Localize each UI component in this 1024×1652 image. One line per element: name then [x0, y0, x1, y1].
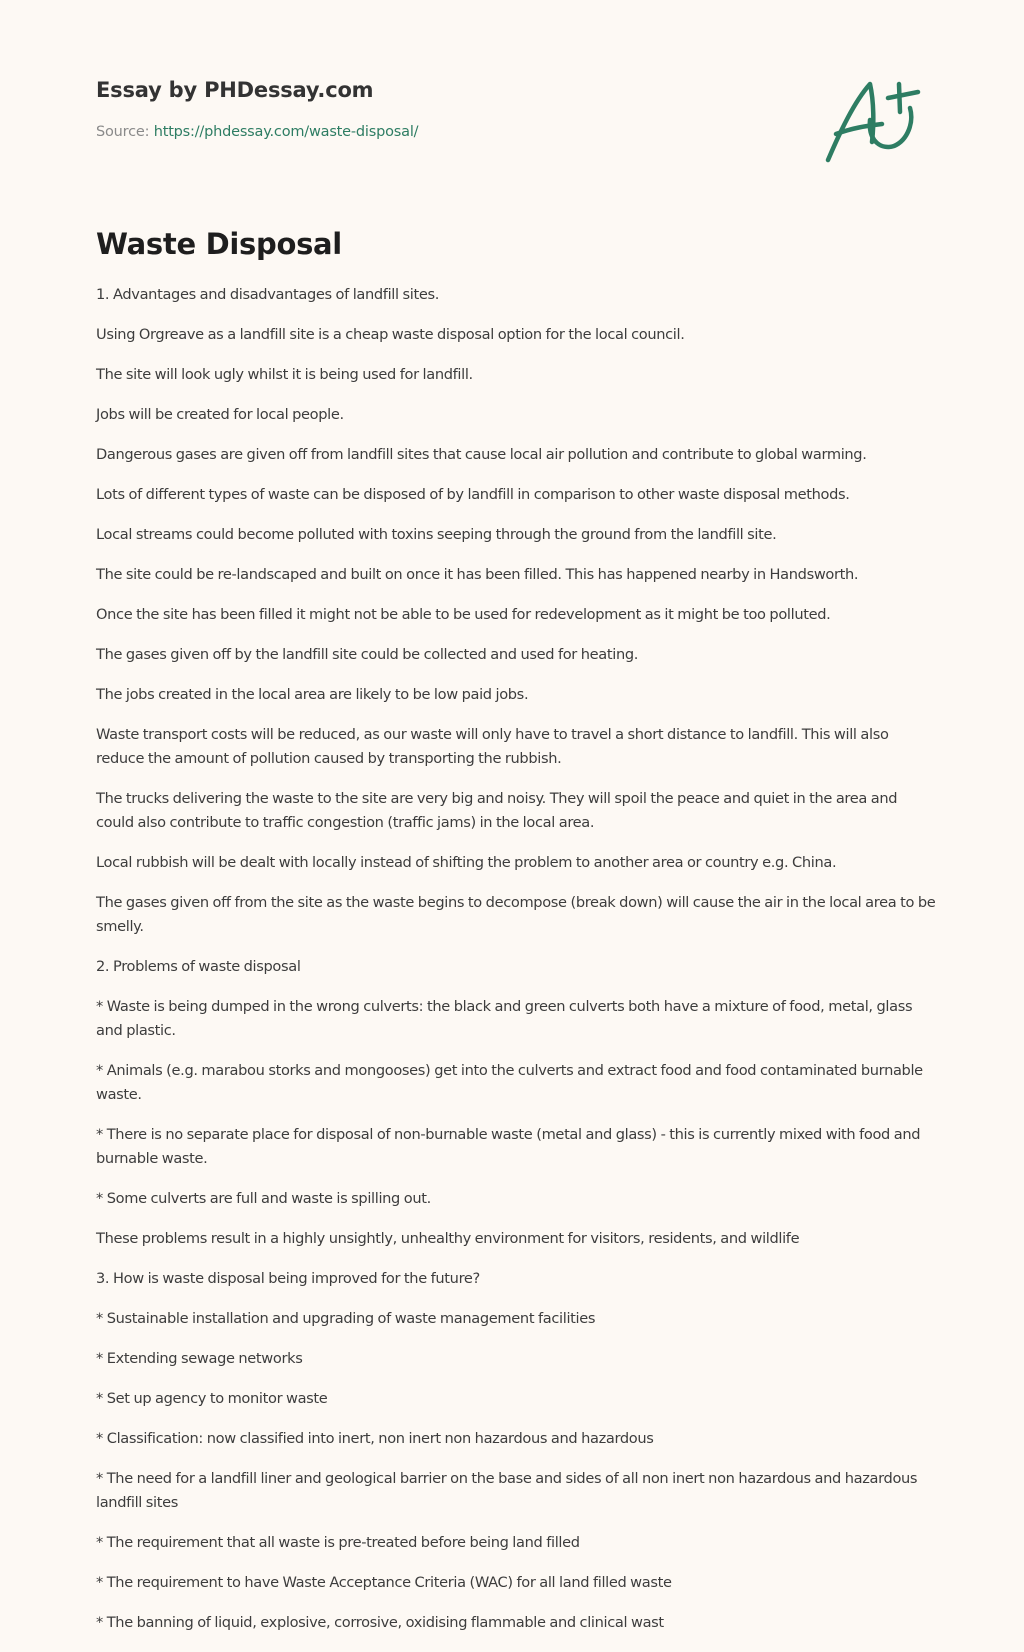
list-item: * Animals (e.g. marabou storks and mongooses) get into the culverts and extract food and food contaminated burnable waste. [96, 1062, 923, 1103]
paragraph: Jobs will be created for local people. [96, 406, 344, 423]
list-item: * Waste is being dumped in the wrong culverts: the black and green culverts both have a mixture of food, metal, glass and plastic. [96, 998, 913, 1039]
a-plus-grade-icon [822, 72, 932, 167]
paragraph: These problems result in a highly unsightly, unhealthy environment for visitors, residents, and wildlife [96, 1230, 800, 1247]
list-item: * Extending sewage networks [96, 1350, 303, 1367]
section-heading: 3. How is waste disposal being improved for the future? [96, 1270, 480, 1287]
essay-body [96, 283, 938, 1651]
paragraph: The site could be re-landscaped and built on once it has been filled. This has happened nearby in Handsworth. [96, 566, 859, 583]
list-item: * Some culverts are full and waste is spilling out. [96, 1190, 431, 1207]
paragraph: The gases given off by the landfill site could be collected and used for heating. [96, 646, 639, 663]
paragraph: 1. Advantages and disadvantages of landfill sites. [96, 286, 439, 303]
paragraph: The jobs created in the local area are likely to be low paid jobs. [96, 686, 529, 703]
paragraph: Using Orgreave as a landfill site is a cheap waste disposal option for the local council. [96, 326, 685, 343]
essay-header [96, 70, 696, 142]
paragraph: Local streams could become polluted with toxins seeping through the ground from the landfill site. [96, 526, 777, 543]
list-item: * There is no separate place for disposal of non-burnable waste (metal and glass) - this is currently mixed with food and burnable waste. [96, 1126, 921, 1167]
paragraph: Dangerous gases are given off from landfill sites that cause local air pollution and contribute to global warming. [96, 446, 867, 463]
list-item: * The requirement that all waste is pre-treated before being land filled [96, 1534, 580, 1551]
paragraph: Once the site has been filled it might not be able to be used for redevelopment as it might be too polluted. [96, 606, 831, 623]
source-label: Source: [96, 124, 150, 140]
essay-title: Waste Disposal [96, 227, 342, 261]
paragraph: Local rubbish will be dealt with locally instead of shifting the problem to another area or country e.g. China. [96, 854, 837, 871]
list-item: * Set up agency to monitor waste [96, 1390, 328, 1407]
paragraph: Waste transport costs will be reduced, as our waste will only have to travel a short distance to landfill. This will also reduce the amount of pollution caused by transporting the rubbish. [96, 726, 889, 767]
list-item: * Sustainable installation and upgrading of waste management facilities [96, 1310, 596, 1327]
paragraph: The site will look ugly whilst it is being used for landfill. [96, 366, 473, 383]
source-line [96, 122, 696, 142]
paragraph: Lots of different types of waste can be disposed of by landfill in comparison to other waste disposal methods. [96, 486, 850, 503]
list-item: * Classification: now classified into inert, non inert non hazardous and hazardous [96, 1430, 654, 1447]
section-heading: 2. Problems of waste disposal [96, 958, 301, 975]
paragraph: The gases given off from the site as the waste begins to decompose (break down) will cause the air in the local area to be smelly. [96, 894, 936, 935]
list-item: * The banning of liquid, explosive, corrosive, oxidising flammable and clinical wast [96, 1614, 664, 1631]
site-title: Essay by PHDessay.com [96, 78, 374, 102]
paragraph: The trucks delivering the waste to the site are very big and noisy. They will spoil the peace and quiet in the area and could also contribute to traffic congestion (traffic jams) in the local area. [96, 790, 898, 831]
list-item: * The requirement to have Waste Acceptance Criteria (WAC) for all land filled waste [96, 1574, 672, 1591]
source-link[interactable]: https://phdessay.com/waste-disposal/ [153, 124, 419, 140]
list-item: * The need for a landfill liner and geological barrier on the base and sides of all non inert non hazardous and hazardous landfill sites [96, 1470, 918, 1511]
